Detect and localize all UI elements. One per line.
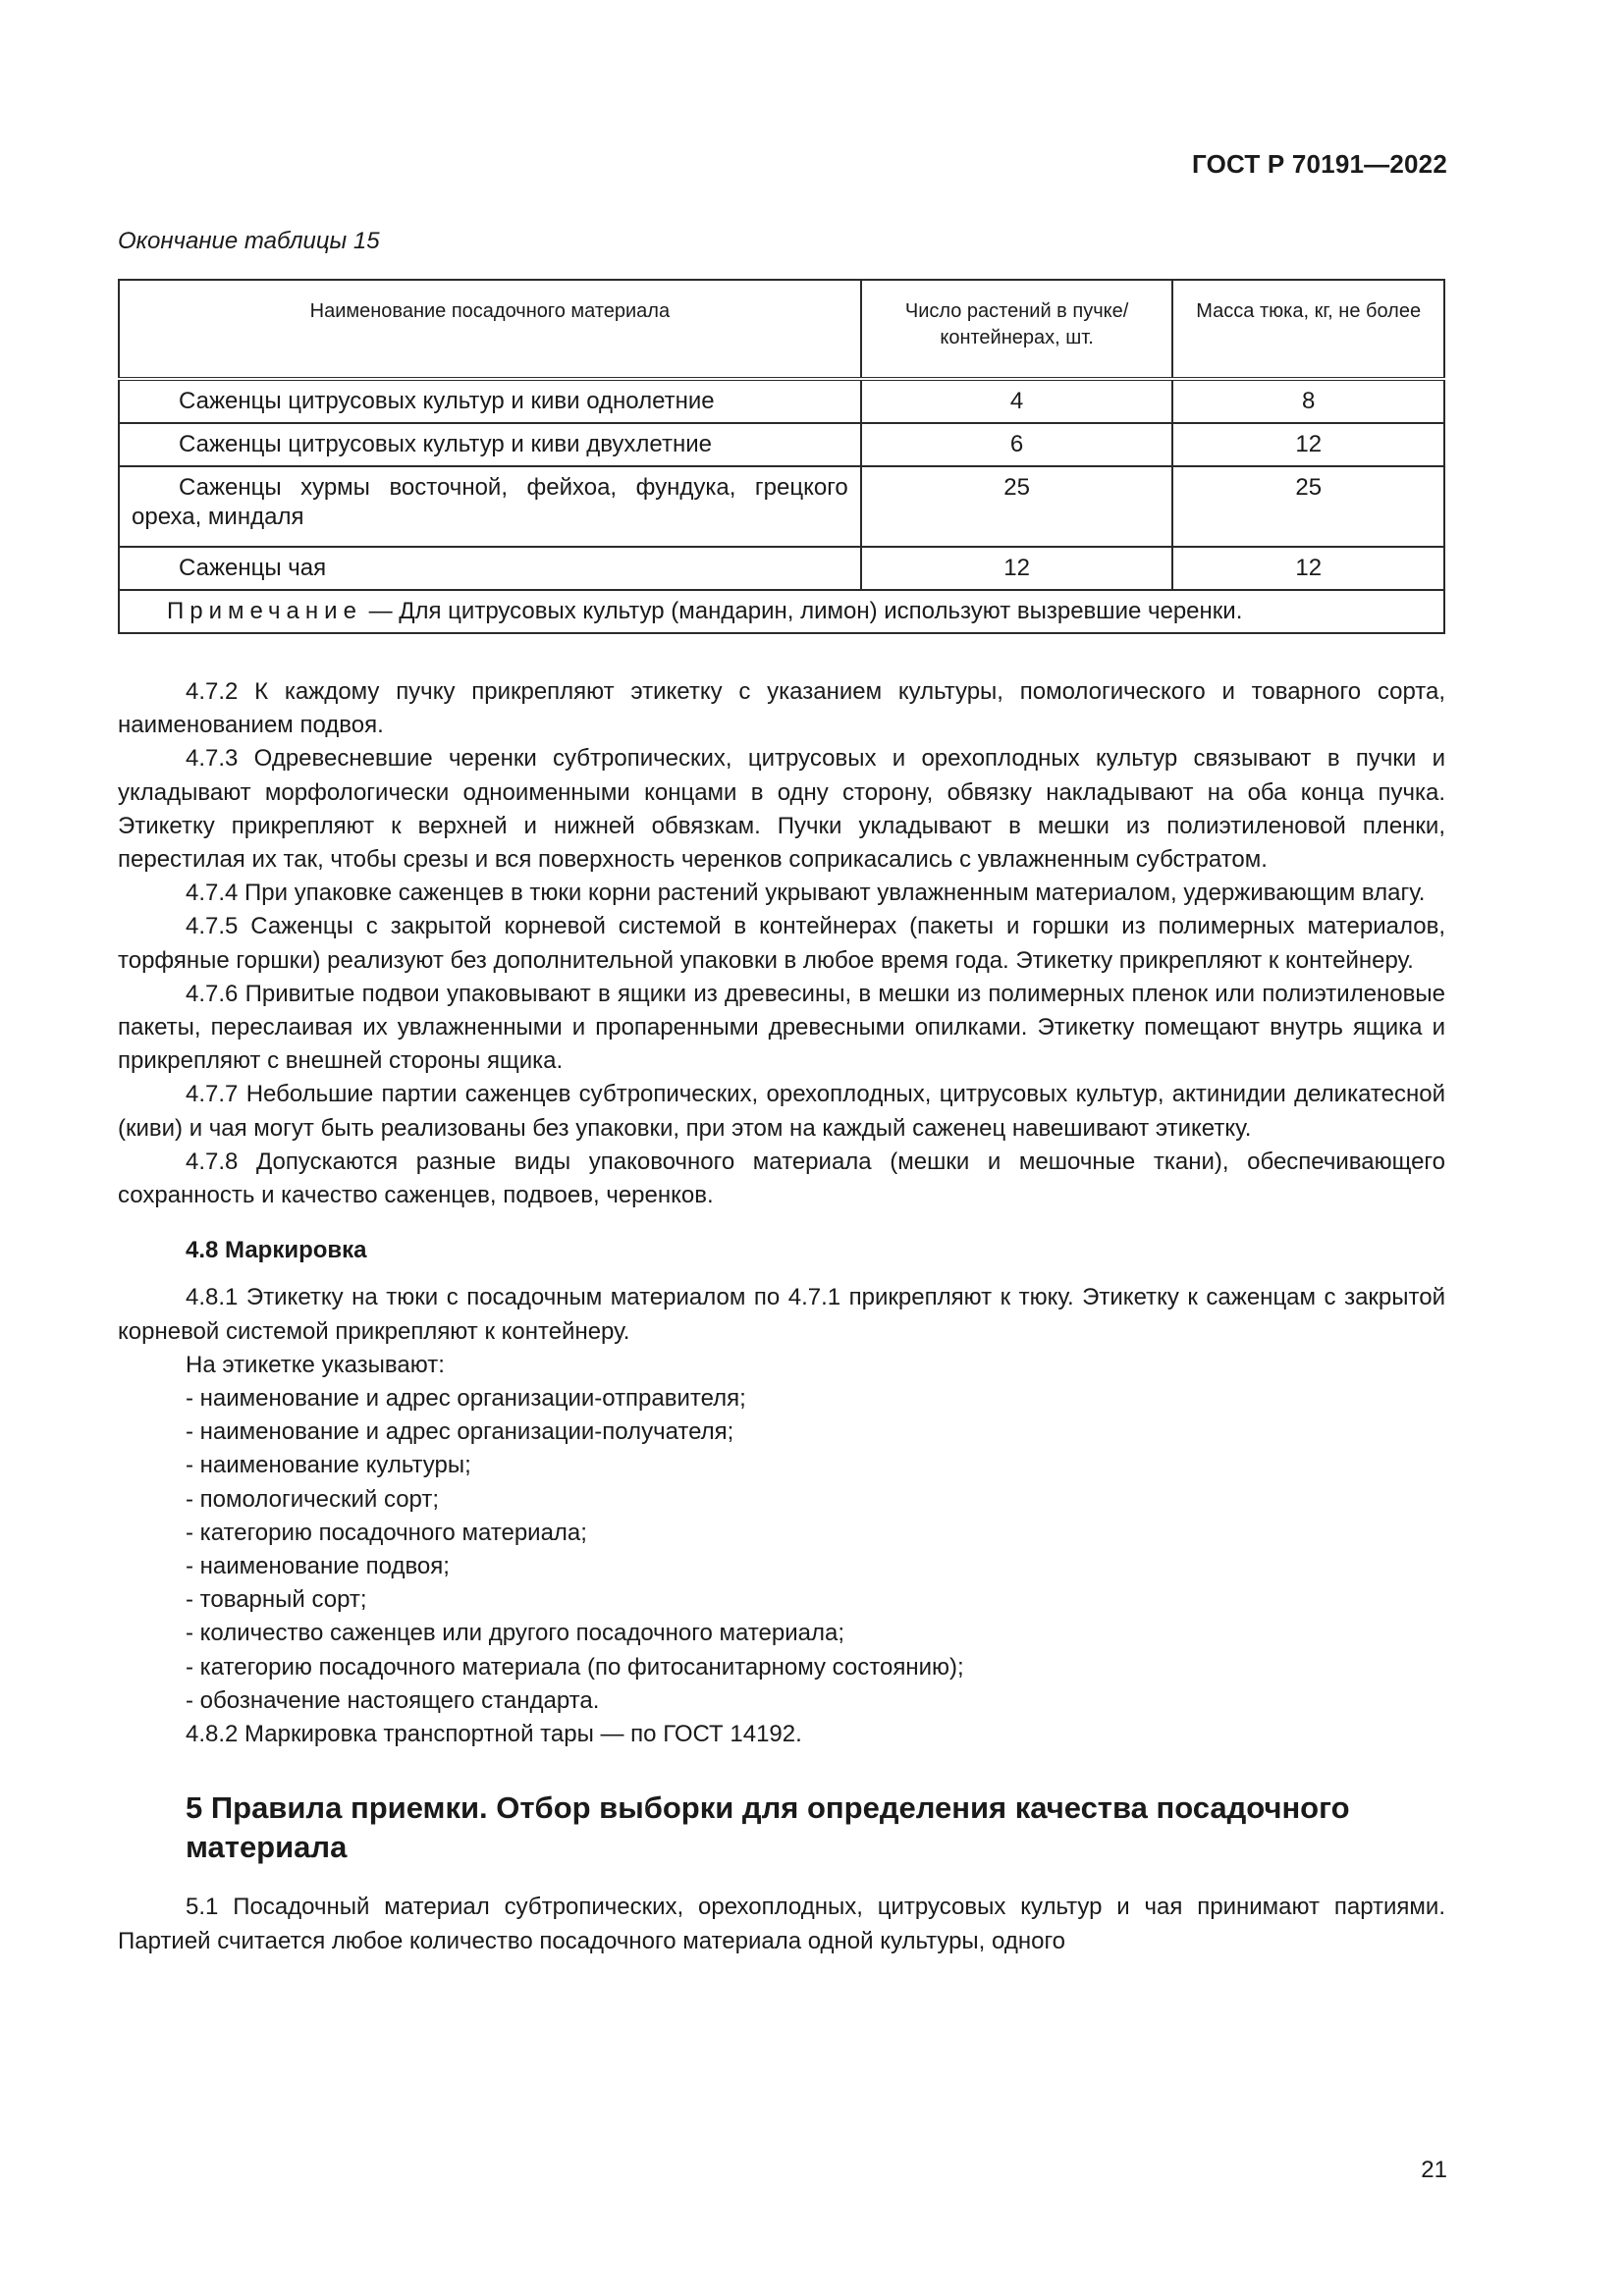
- paragraph-4-7-4: 4.7.4 При упаковке саженцев в тюки корни растений укрывают увлажненным материалом, удерживающим влагу.: [186, 880, 1426, 907]
- list-item: - наименование и адрес организации-получателя;: [186, 1418, 734, 1446]
- table-15: [118, 279, 1445, 634]
- note-label: Примечание: [167, 598, 362, 624]
- paragraph-5-1: 5.1 Посадочный материал субтропических, орехоплодных, цитрусовых культур и чая принимают партиями. Партией считается любое количество посадочного материала одной культуры, одного: [118, 1894, 1445, 1954]
- column-header-name: Наименование посадочного материала: [119, 280, 861, 379]
- paragraph-4-7-8: 4.7.8 Допускаются разные виды упаковочного материала (мешки и мешочные ткани), обеспечивающего сохранность и качество саженцев, подвоев, черенков.: [118, 1148, 1445, 1209]
- table-row: [119, 423, 1444, 466]
- section-4-8-heading: 4.8 Маркировка: [186, 1237, 367, 1264]
- paragraph-4-8-2: 4.8.2 Маркировка транспортной тары — по ГОСТ 14192.: [186, 1721, 802, 1748]
- table-row: [119, 379, 1444, 423]
- table-row: [119, 466, 1444, 547]
- paragraph-4-7-6: 4.7.6 Привитые подвои упаковывают в ящики из древесины, в мешки из полимерных пленок или полиэтиленовые пакеты, переслаивая их увлажненными и пропаренными древесными опилками. Этикетку помещают внутрь ящика и прикрепляют с внешней стороны ящика.: [118, 980, 1445, 1075]
- list-item: - количество саженцев или другого посадочного материала;: [186, 1620, 845, 1647]
- cell-count: 4: [861, 379, 1173, 423]
- paragraph-4-7-7: 4.7.7 Небольшие партии саженцев субтропических, орехоплодных, цитрусовых культур, актинидии деликатесной (киви) и чая могут быть реализованы без упаковки, при этом на каждый саженец навешивают этикетку.: [118, 1081, 1445, 1142]
- list-item: - обозначение настоящего стандарта.: [186, 1686, 600, 1714]
- table-header-row: [119, 280, 1444, 379]
- section-5-heading: 5 Правила приемки. Отбор выборки для определения качества посадочного материала: [186, 1790, 1350, 1865]
- cell-name: Саженцы цитрусовых культур и киви двухлетние: [119, 423, 861, 466]
- table-note: [119, 590, 1444, 633]
- cell-name: Саженцы чая: [119, 547, 861, 590]
- cell-count: 6: [861, 423, 1173, 466]
- list-item: - категорию посадочного материала;: [186, 1519, 587, 1546]
- column-header-count: Число растений в пучке/ контейнерах, шт.: [861, 280, 1173, 379]
- cell-mass: 8: [1172, 379, 1444, 423]
- paragraph-4-7-3: 4.7.3 Одревесневшие черенки субтропических, цитрусовых и орехоплодных культур связывают в пучки и укладывают морфологически одноименными концами в одну сторону, обвязку накладывают на оба конца пучка. Этикетку прикрепляют к верхней и нижней обвязкам. Пучки укладывают в мешки из полиэтиленовой пленки, перестилая их так, чтобы срезы и вся поверхность черенков соприкасались с увлажненным субстратом.: [118, 745, 1445, 874]
- list-item: - категорию посадочного материала (по фитосанитарному состоянию);: [186, 1653, 964, 1681]
- cell-mass: 12: [1172, 547, 1444, 590]
- cell-mass: 12: [1172, 423, 1444, 466]
- list-item: - наименование культуры;: [186, 1452, 471, 1479]
- note-text: — Для цитрусовых культур (мандарин, лимон) используют вызревшие черенки.: [361, 598, 1243, 624]
- page-number: 21: [1421, 2157, 1447, 2183]
- cell-count: 25: [861, 466, 1173, 547]
- cell-name: Саженцы хурмы восточной, фейхоа, фундука, грецкого ореха, миндаля: [119, 466, 861, 547]
- table-note-row: [119, 590, 1444, 633]
- paragraph-4-8-1: 4.8.1 Этикетку на тюки с посадочным материалом по 4.7.1 прикрепляют к тюку. Этикетку к саженцам с закрытой корневой системой прикрепляют к контейнеру.: [118, 1284, 1445, 1345]
- document-body: [118, 675, 1445, 1958]
- paragraph-4-7-5: 4.7.5 Саженцы с закрытой корневой системой в контейнерах (пакеты и горшки из полимерных материалов, торфяные горшки) реализуют без дополнительной упаковки в любое время года. Этикетку прикрепляют к контейнеру.: [118, 913, 1445, 974]
- list-item: - наименование и адрес организации-отправителя;: [186, 1385, 746, 1413]
- table-caption: Окончание таблицы 15: [118, 228, 380, 254]
- label-intro: На этикетке указывают:: [186, 1351, 445, 1378]
- column-header-mass: Масса тюка, кг, не более: [1172, 280, 1444, 379]
- table-row: [119, 547, 1444, 590]
- paragraph-4-7-2: 4.7.2 К каждому пучку прикрепляют этикетку с указанием культуры, помологического и товарного сорта, наименованием подвоя.: [118, 678, 1445, 739]
- list-item: - наименование подвоя;: [186, 1553, 450, 1580]
- cell-name: Саженцы цитрусовых культур и киви однолетние: [119, 379, 861, 423]
- cell-mass: 25: [1172, 466, 1444, 547]
- cell-count: 12: [861, 547, 1173, 590]
- document-code: ГОСТ Р 70191—2022: [1192, 149, 1447, 179]
- list-item: - помологический сорт;: [186, 1485, 440, 1513]
- list-item: - товарный сорт;: [186, 1586, 367, 1614]
